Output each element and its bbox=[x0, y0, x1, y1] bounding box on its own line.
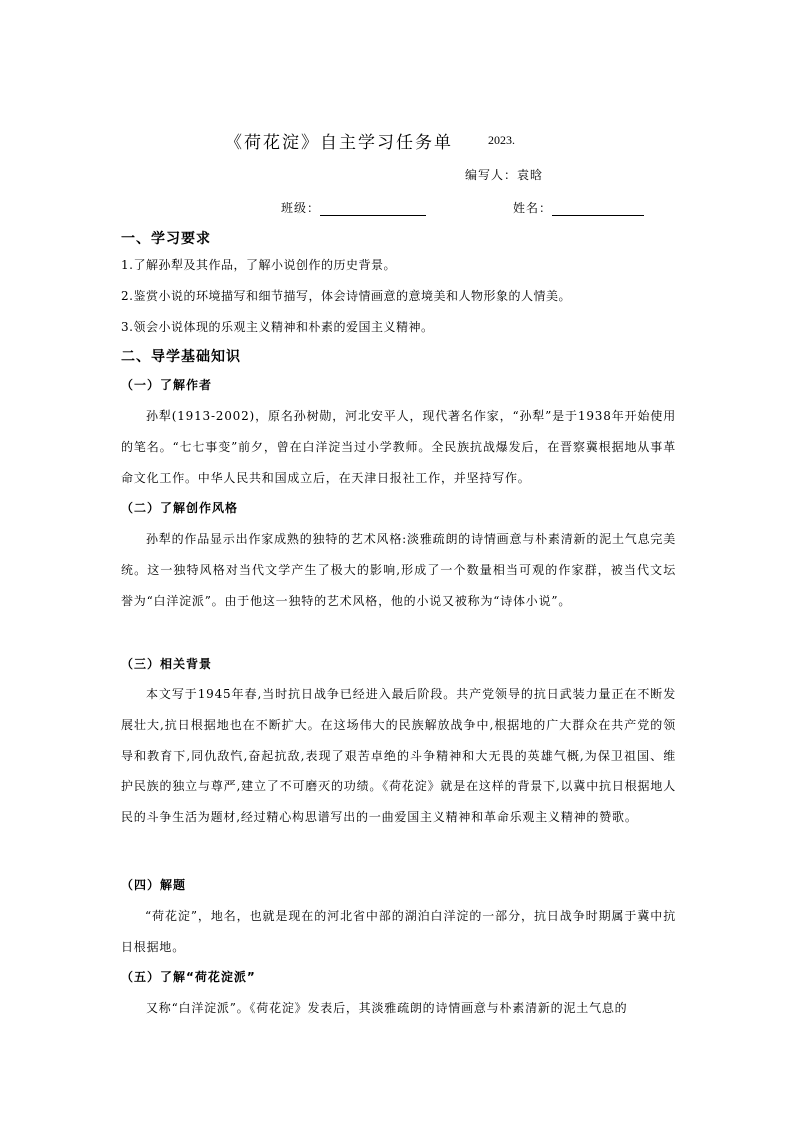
section2-heading: 二、导学基础知识 bbox=[121, 349, 241, 365]
class-label: 班级： bbox=[281, 201, 321, 215]
requirement-item-2: 2.鉴赏小说的环境描写和细节描写，体会诗情画意的意境美和人物形象的人情美。 bbox=[121, 289, 571, 303]
sub1-heading: （一）了解作者 bbox=[121, 378, 213, 392]
sub5-heading: （五）了解“荷花淀派” bbox=[121, 970, 256, 984]
sub4-heading: （四）解题 bbox=[121, 878, 187, 892]
sub2-heading: （二）了解创作风格 bbox=[121, 501, 239, 515]
section1-heading: 一、学习要求 bbox=[121, 231, 211, 247]
class-blank[interactable] bbox=[320, 203, 426, 216]
sub2-paragraph: 孙犁的作品显示出作家成熟的独特的艺术风格:淡雅疏朗的诗情画意与朴素清新的泥土气息完美统。这一独特风格对当代文学产生了极大的影响,形成了一个数量相当可观的作家群，被当代文坛誉为“白洋淀派”。由于他这一独特的艺术风格，他的小说又被称为“诗体小说”。 bbox=[121, 532, 676, 608]
requirement-item-3: 3.领会小说体现的乐观主义精神和朴素的爱国主义精神。 bbox=[121, 320, 434, 334]
sub4-paragraph: “荷花淀”，地名，也就是现在的河北省中部的湖泊白洋淀的一部分，抗日战争时期属于冀中抗日根据地。 bbox=[121, 909, 676, 954]
name-blank[interactable] bbox=[552, 203, 644, 216]
requirement-item-1: 1.了解孙犁及其作品，了解小说创作的历史背景。 bbox=[121, 258, 396, 272]
sub1-paragraph: 孙犁(1913-2002)，原名孙树勋，河北安平人，现代著名作家，“孙犁”是于1938年开始使用的笔名。“七七事变”前夕，曾在白洋淀当过小学教师。全民族抗战爆发后，在晋察冀根据地从事革命文化工作。中华人民共和国成立后，在天津日报社工作，并坚持写作。 bbox=[121, 409, 676, 485]
sub3-paragraph: 本文写于1945年春,当时抗日战争已经进入最后阶段。共产党领导的抗日武装力量正在不断发展壮大,抗日根据地也在不断扩大。在这场伟大的民族解放战争中,根据地的广大群众在共产党的领导和教育下,同仇敌忾,奋起抗敌,表现了艰苦卓绝的斗争精神和大无畏的英雄气概,为保卫祖国、维护民族的独立与尊严,建立了不可磨灭的功绩。《荷花淀》就是在这样的背景下,以冀中抗日根据地人民的斗争生活为题材,经过精心构思谱写出的一曲爱国主义精神和革命乐观主义精神的赞歌。 bbox=[121, 687, 676, 825]
author-line: 编写人：袁晗 bbox=[465, 168, 544, 182]
page-title: 《荷花淀》自主学习任务单 bbox=[225, 133, 453, 153]
name-field bbox=[513, 199, 644, 216]
year-label: 2023. bbox=[488, 133, 515, 147]
sub5-paragraph: 又称“白洋淀派”。《荷花淀》发表后，其淡雅疏朗的诗情画意与朴素清新的泥土气息的 bbox=[146, 1001, 628, 1015]
name-label: 姓名： bbox=[513, 201, 553, 215]
sub3-heading: （三）相关背景 bbox=[121, 657, 213, 671]
class-field bbox=[281, 199, 426, 216]
